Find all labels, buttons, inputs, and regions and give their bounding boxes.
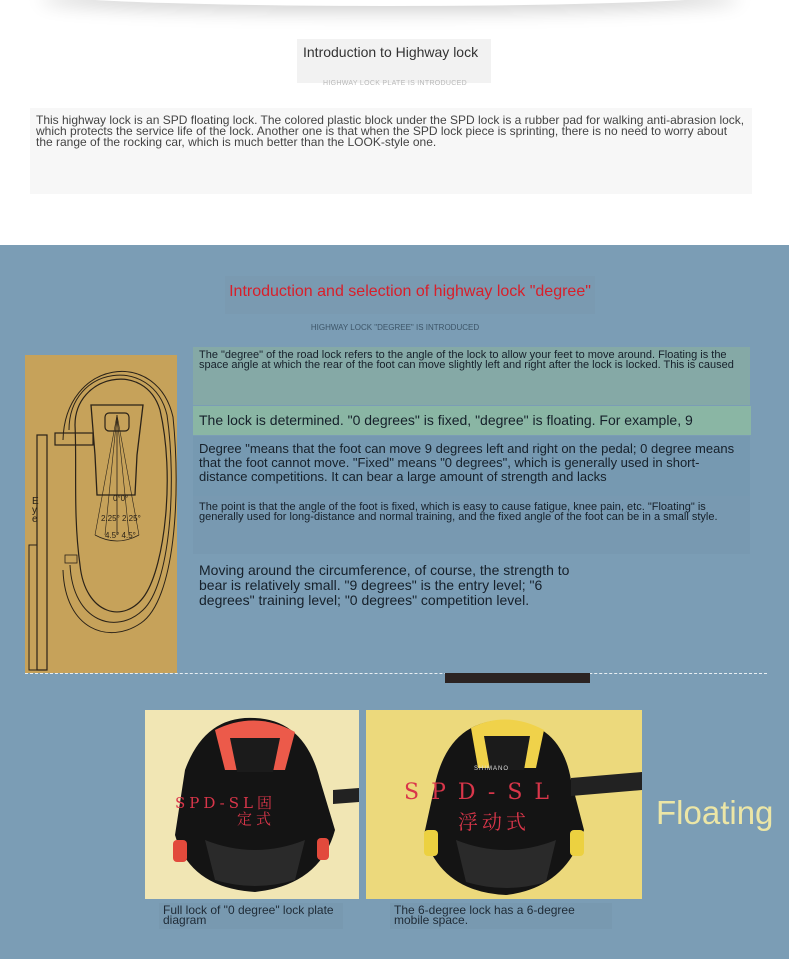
degree-subtitle: HIGHWAY LOCK "DEGREE" IS INTRODUCED [310, 323, 480, 332]
cleat-angle-diagram [25, 355, 177, 673]
fixed-photo-overlay-2: 定式 [237, 810, 276, 828]
diagram-side-label: Eye [32, 496, 39, 525]
angle-label-mid: 2.25° 2.25° [101, 514, 141, 523]
shimano-brand-text: SHIMANO [474, 766, 510, 772]
intro-title: Introduction to Highway lock [297, 39, 491, 83]
floating-photo-overlay-2: 浮动式 [458, 810, 530, 834]
fixed-photo-overlay: SPD-SL固 [175, 794, 276, 812]
angle-label-center: 0°0° [113, 494, 129, 503]
degree-paragraph-1: The "degree" of the road lock refers to the angle of the lock to allow your feet to move around. Floating is the space angle at which the rear of the foot can move slightly left and right after the lock is locked. This is caused [193, 347, 750, 405]
degree-paragraph-4: The point is that the angle of the foot is fixed, which is easy to cause fatigue, knee pain, etc. "Floating" is generally used for long-distance and normal training, and the fixed angle of the foot can be in a small style. [193, 496, 750, 554]
intro-body: This highway lock is an SPD floating lock. The colored plastic block under the SPD lock is a rubber pad for walking anti-abrasion lock, which protects the service life of the lock. Another one is that when the SPD lock piece is sprinting, there is no need to worry about the range of the rocking car, which is much better than the LOOK-style one. [30, 108, 752, 194]
intro-subtitle: HIGHWAY LOCK PLATE IS INTRODUCED [323, 80, 467, 87]
floating-cleat-photo [366, 710, 642, 899]
floating-photo-caption: The 6-degree lock has a 6-degree mobile space. [390, 903, 612, 929]
floating-label: Floating [656, 794, 774, 831]
fixed-photo-caption: Full lock of "0 degree" lock plate diagram [159, 903, 343, 929]
top-shadow-decoration [40, 0, 740, 6]
degree-paragraph-2: The lock is determined. "0 degrees" is fixed, "degree" is floating. For example, 9 [193, 406, 751, 435]
dark-accent-bar [445, 673, 590, 683]
angle-label-outer: 4.5° 4.5° [105, 531, 136, 540]
floating-photo-overlay: SPD-SL [404, 780, 562, 805]
dashed-divider [25, 673, 767, 674]
degree-title: Introduction and selection of highway lock "degree" [225, 276, 595, 314]
degree-paragraph-5: Moving around the circumference, of course, the strength to bear is relatively small. "9 degrees" is the entry level; "6 degrees" training level; "0 degrees" competition level. [193, 557, 593, 615]
fixed-cleat-photo [145, 710, 359, 899]
degree-paragraph-3: Degree "means that the foot can move 9 degrees left and right on the pedal; 0 degree means that the foot cannot move. "Fixed" means "0 degrees", which is generally used in short-distance competitions. It can bear a large amount of strength and lacks [193, 436, 750, 496]
